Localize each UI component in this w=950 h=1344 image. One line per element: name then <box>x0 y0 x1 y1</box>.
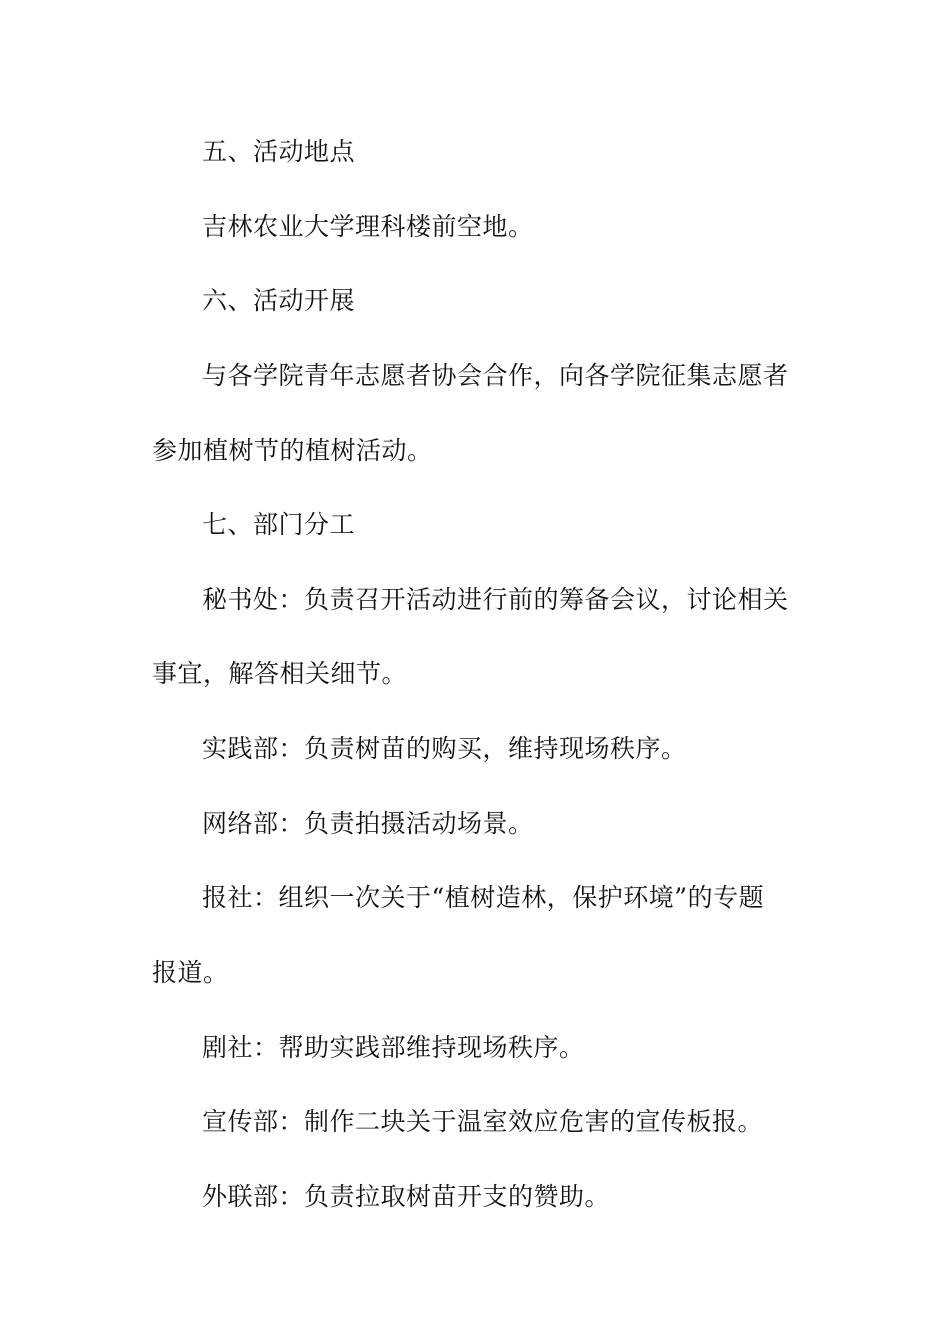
newspaper-text-line-2: 报道。 <box>152 958 229 987</box>
publicity-dept-text: 宣传部：制作二块关于温室效应危害的宣传板报。 <box>202 1107 764 1136</box>
secretariat-text-line-1: 秘书处：负责召开活动进行前的筹备会议，讨论相关 <box>202 585 789 614</box>
drama-club-text: 剧社：帮助实践部维持现场秩序。 <box>202 1033 585 1062</box>
location-text: 吉林农业大学理科楼前空地。 <box>202 212 534 241</box>
network-dept-text: 网络部：负责拍摄活动场景。 <box>202 809 534 838</box>
section-heading-location: 五、活动地点 <box>202 137 356 166</box>
section-heading-activity: 六、活动开展 <box>202 286 356 315</box>
activity-text-line-2: 参加植树节的植树活动。 <box>152 436 433 465</box>
section-heading-division: 七、部门分工 <box>202 510 356 539</box>
secretariat-text-line-2: 事宜，解答相关细节。 <box>152 659 408 688</box>
newspaper-text-line-1: 报社：组织一次关于“植树造林，保护环境”的专题 <box>202 883 765 912</box>
liaison-dept-text: 外联部：负责拉取树苗开支的赞助。 <box>202 1182 611 1211</box>
practice-dept-text: 实践部：负责树苗的购买，维持现场秩序。 <box>202 734 687 763</box>
activity-text-line-1: 与各学院青年志愿者协会合作，向各学院征集志愿者 <box>202 361 789 390</box>
